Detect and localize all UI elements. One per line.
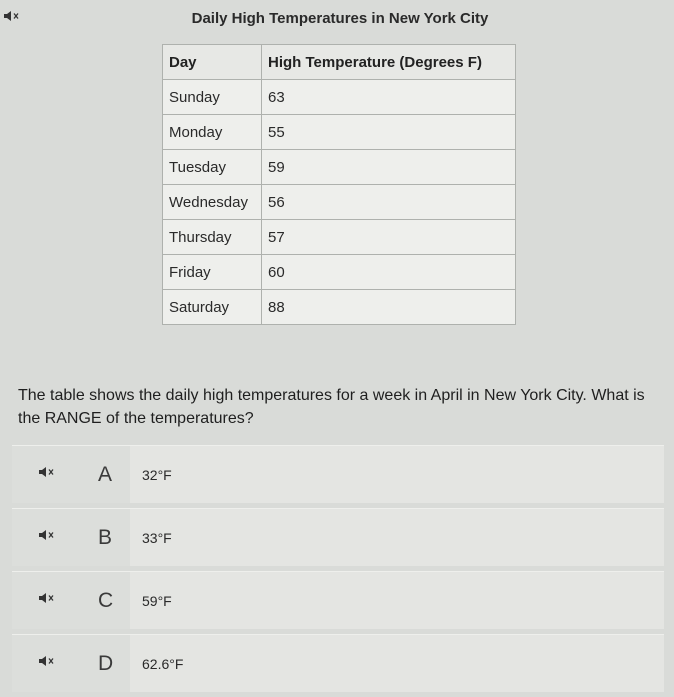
choice-letter-panel: [12, 509, 130, 566]
choice-text: 32°F: [142, 466, 172, 483]
choice-letter: A: [98, 462, 113, 486]
temperature-cell: 57: [262, 220, 516, 255]
speaker-icon: [38, 655, 56, 667]
table-title: Daily High Temperatures in New York City: [191, 10, 489, 27]
temperature-cell: 63: [262, 80, 516, 115]
choice-audio-button[interactable]: [38, 592, 56, 604]
question-text: The table shows the daily high temperatures for a week in April in New York City. What is the RANGE of the temperatures?: [18, 387, 645, 427]
table-row: [163, 220, 516, 255]
day-cell: Sunday: [163, 80, 262, 115]
choice-c[interactable]: [12, 571, 664, 629]
day-cell: Thursday: [163, 220, 262, 255]
speaker-icon: [38, 466, 56, 478]
speaker-icon: [38, 529, 56, 541]
choice-letter: B: [98, 525, 113, 549]
choice-letter: C: [98, 588, 114, 612]
choice-letter: D: [98, 651, 114, 675]
temperature-cell: 59: [262, 150, 516, 185]
choice-text: 33°F: [142, 529, 172, 546]
title-audio-button[interactable]: [3, 10, 21, 22]
table-row: [163, 80, 516, 115]
choice-letter-panel: [12, 446, 130, 503]
table-row: [163, 115, 516, 150]
column-header-day: Day: [163, 45, 262, 80]
answer-choices: [12, 445, 664, 697]
table-row: [163, 255, 516, 290]
table-row: [163, 290, 516, 325]
speaker-icon: [3, 10, 21, 22]
day-cell: Wednesday: [163, 185, 262, 220]
temperature-cell: 60: [262, 255, 516, 290]
choice-audio-button[interactable]: [38, 466, 56, 478]
temperature-table: [162, 44, 516, 325]
day-cell: Friday: [163, 255, 262, 290]
temperature-cell: 56: [262, 185, 516, 220]
day-cell: Monday: [163, 115, 262, 150]
day-cell: Saturday: [163, 290, 262, 325]
day-cell: Tuesday: [163, 150, 262, 185]
choice-text: 59°F: [142, 592, 172, 609]
choice-d[interactable]: [12, 634, 664, 692]
choice-a[interactable]: [12, 445, 664, 503]
temperature-cell: 88: [262, 290, 516, 325]
table-row: [163, 185, 516, 220]
choice-b[interactable]: [12, 508, 664, 566]
choice-text: 62.6°F: [142, 655, 184, 672]
column-header-temperature: High Temperature (Degrees F): [262, 45, 516, 80]
choice-audio-button[interactable]: [38, 529, 56, 541]
temperature-cell: 55: [262, 115, 516, 150]
table-row: [163, 150, 516, 185]
table-header-row: [163, 45, 516, 80]
speaker-icon: [38, 592, 56, 604]
choice-audio-button[interactable]: [38, 655, 56, 667]
